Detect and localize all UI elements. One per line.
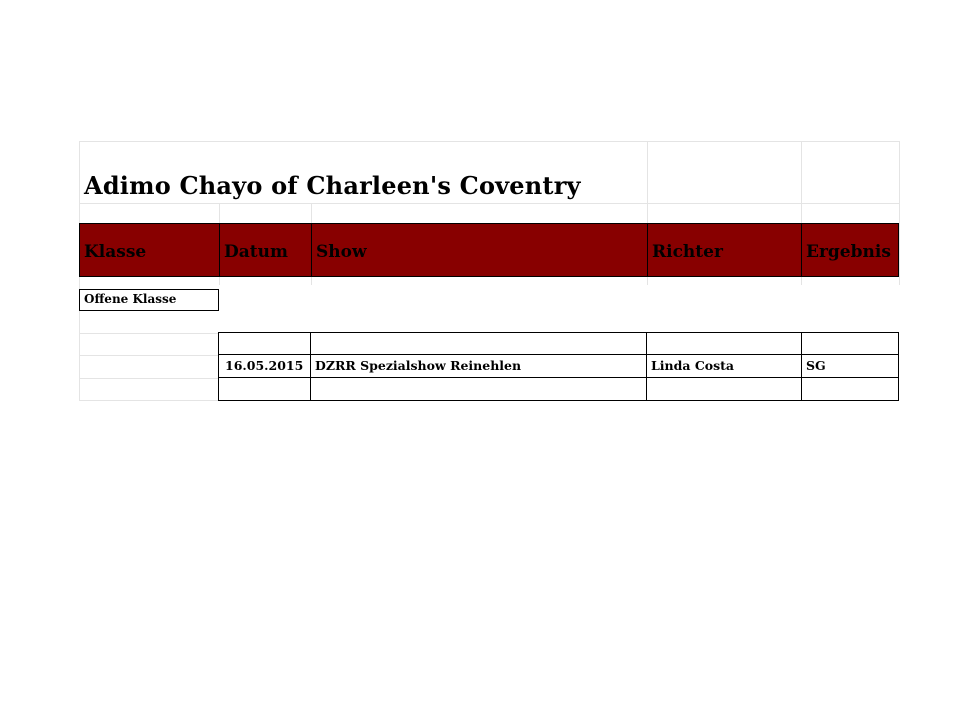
cell-ergebnis (802, 378, 898, 400)
table-header (79, 223, 899, 277)
cell-datum (219, 378, 311, 400)
gridline (79, 141, 900, 142)
cell-show: DZRR Spezialshow Reinehlen (311, 355, 647, 377)
header-label: Richter (652, 242, 723, 262)
header-label: Show (316, 242, 367, 262)
cell-datum (219, 333, 311, 354)
cell-richter: Linda Costa (647, 355, 802, 377)
gridline (79, 378, 219, 379)
header-cell-ergebnis (802, 224, 898, 276)
cell-ergebnis (802, 333, 898, 354)
page-title: Adimo Chayo of Charleen's Coventry (84, 171, 581, 200)
gridline (79, 333, 219, 334)
gridline (79, 203, 900, 204)
gridline (899, 141, 900, 285)
gridline (79, 355, 219, 356)
table-row (219, 333, 898, 355)
cell-show (311, 378, 647, 400)
header-label: Datum (224, 242, 288, 262)
header-label: Ergebnis (806, 242, 891, 262)
cell-show (311, 333, 647, 354)
gridline (79, 400, 219, 401)
class-label: Offene Klasse (79, 289, 219, 311)
header-label: Klasse (84, 242, 147, 262)
spreadsheet-page (79, 141, 900, 401)
header-cell-datum (220, 224, 312, 276)
header-cell-klasse (80, 224, 220, 276)
results-table (218, 332, 899, 401)
cell-datum: 16.05.2015 (219, 355, 311, 377)
cell-richter (647, 333, 802, 354)
header-cell-richter (648, 224, 802, 276)
table-row (219, 378, 898, 400)
cell-richter (647, 378, 802, 400)
table-row (219, 355, 898, 378)
cell-ergebnis: SG (806, 358, 826, 373)
header-cell-show (312, 224, 648, 276)
